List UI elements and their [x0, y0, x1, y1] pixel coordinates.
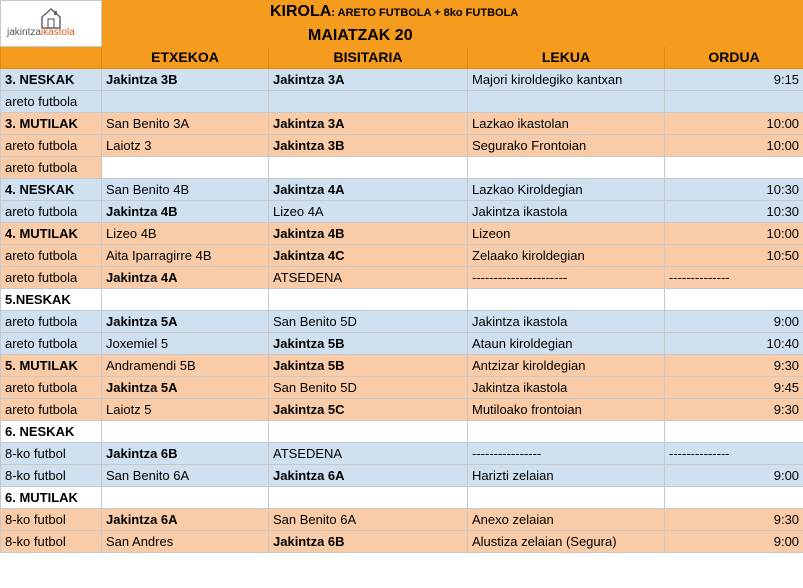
time-cell: 10:50 — [665, 245, 803, 267]
time-cell: 9:00 — [665, 465, 803, 487]
home-team-cell: Jakintza 6A — [102, 509, 269, 531]
place-cell: Majori kiroldegiko kantxan — [468, 69, 665, 91]
away-team-cell: ATSEDENA — [269, 443, 468, 465]
table-row — [1, 289, 803, 311]
place-cell — [468, 421, 665, 443]
place-cell: Lizeon — [468, 223, 665, 245]
time-cell: 9:00 — [665, 311, 803, 333]
time-cell: 10:00 — [665, 135, 803, 157]
table-row — [1, 333, 803, 355]
home-team-cell: San Benito 3A — [102, 113, 269, 135]
table-row — [1, 509, 803, 531]
category-cell: areto futbola — [1, 333, 102, 355]
home-team-cell: Jakintza 5A — [102, 377, 269, 399]
time-cell: 9:15 — [665, 69, 803, 91]
away-team-cell: Jakintza 6A — [269, 465, 468, 487]
col-head-away: BISITARIA — [269, 47, 468, 69]
away-team-cell: San Benito 5D — [269, 377, 468, 399]
away-team-cell: Jakintza 5B — [269, 333, 468, 355]
category-cell: areto futbola — [1, 377, 102, 399]
category-cell: areto futbola — [1, 135, 102, 157]
time-cell: 9:45 — [665, 377, 803, 399]
home-team-cell: San Andres — [102, 531, 269, 553]
home-team-cell: Laiotz 3 — [102, 135, 269, 157]
home-team-cell — [102, 157, 269, 179]
time-cell — [665, 157, 803, 179]
place-cell: Jakintza ikastola — [468, 311, 665, 333]
time-cell: 10:30 — [665, 201, 803, 223]
category-cell: areto futbola — [1, 245, 102, 267]
col-head-category — [1, 47, 102, 69]
category-cell: areto futbola — [1, 157, 102, 179]
away-team-cell: Jakintza 5B — [269, 355, 468, 377]
time-cell — [665, 421, 803, 443]
home-team-cell: Jakintza 4A — [102, 267, 269, 289]
home-team-cell — [102, 91, 269, 113]
place-cell: Lazkao ikastolan — [468, 113, 665, 135]
table-row — [1, 487, 803, 509]
time-cell: 10:40 — [665, 333, 803, 355]
table-row — [1, 355, 803, 377]
table-row — [1, 267, 803, 289]
away-team-cell: ATSEDENA — [269, 267, 468, 289]
place-cell — [468, 157, 665, 179]
category-cell: areto futbola — [1, 91, 102, 113]
category-cell: 8-ko futbol — [1, 531, 102, 553]
time-cell: -------------- — [665, 267, 803, 289]
away-team-cell: Lizeo 4A — [269, 201, 468, 223]
table-row — [1, 157, 803, 179]
table-row — [1, 223, 803, 245]
place-cell: Antzizar kiroldegian — [468, 355, 665, 377]
table-row — [1, 531, 803, 553]
home-team-cell: Jakintza 5A — [102, 311, 269, 333]
category-cell: 8-ko futbol — [1, 443, 102, 465]
logo — [1, 1, 102, 47]
home-team-cell: Lizeo 4B — [102, 223, 269, 245]
table-row — [1, 179, 803, 201]
home-team-cell: Aita Iparragirre 4B — [102, 245, 269, 267]
category-cell: 4. MUTILAK — [1, 223, 102, 245]
away-team-cell: Jakintza 4B — [269, 223, 468, 245]
place-cell: ---------------------- — [468, 267, 665, 289]
place-cell: Harizti zelaian — [468, 465, 665, 487]
away-team-cell: Jakintza 6B — [269, 531, 468, 553]
table-row — [1, 91, 803, 113]
category-cell: 3. MUTILAK — [1, 113, 102, 135]
category-cell: 8-ko futbol — [1, 465, 102, 487]
page-date: MAIATZAK 20 — [102, 25, 803, 47]
place-cell: Alustiza zelaian (Segura) — [468, 531, 665, 553]
category-cell: 6. MUTILAK — [1, 487, 102, 509]
table-row — [1, 399, 803, 421]
table-row — [1, 245, 803, 267]
table-row — [1, 421, 803, 443]
place-cell: Zelaako kiroldegian — [468, 245, 665, 267]
place-cell: Jakintza ikastola — [468, 201, 665, 223]
away-team-cell: San Benito 6A — [269, 509, 468, 531]
home-team-cell: Jakintza 4B — [102, 201, 269, 223]
time-cell: 10:30 — [665, 179, 803, 201]
table-row — [1, 113, 803, 135]
home-team-cell: Jakintza 3B — [102, 69, 269, 91]
category-cell: 8-ko futbol — [1, 509, 102, 531]
place-cell — [468, 91, 665, 113]
place-cell — [468, 289, 665, 311]
away-team-cell: Jakintza 3B — [269, 135, 468, 157]
table-row — [1, 311, 803, 333]
col-head-place: LEKUA — [468, 47, 665, 69]
page-title: KIROLA: ARETO FUTBOLA + 8ko FUTBOLA — [102, 1, 803, 25]
place-cell: Lazkao Kiroldegian — [468, 179, 665, 201]
table-row — [1, 135, 803, 157]
time-cell: 9:30 — [665, 399, 803, 421]
away-team-cell: Jakintza 4A — [269, 179, 468, 201]
away-team-cell — [269, 487, 468, 509]
time-cell — [665, 289, 803, 311]
place-cell: Mutiloako frontoian — [468, 399, 665, 421]
place-cell — [468, 487, 665, 509]
place-cell: Segurako Frontoian — [468, 135, 665, 157]
time-cell: 9:30 — [665, 355, 803, 377]
time-cell: 9:30 — [665, 509, 803, 531]
table-row — [1, 69, 803, 91]
place-cell: Anexo zelaian — [468, 509, 665, 531]
home-team-cell: Jakintza 6B — [102, 443, 269, 465]
place-cell: Ataun kiroldegian — [468, 333, 665, 355]
time-cell: 10:00 — [665, 223, 803, 245]
category-cell: 5. MUTILAK — [1, 355, 102, 377]
category-cell: 6. NESKAK — [1, 421, 102, 443]
away-team-cell: Jakintza 3A — [269, 69, 468, 91]
category-cell: areto futbola — [1, 267, 102, 289]
time-cell — [665, 91, 803, 113]
category-cell: areto futbola — [1, 201, 102, 223]
col-head-time: ORDUA — [665, 47, 803, 69]
away-team-cell — [269, 91, 468, 113]
away-team-cell — [269, 289, 468, 311]
table-row — [1, 443, 803, 465]
away-team-cell — [269, 157, 468, 179]
away-team-cell — [269, 421, 468, 443]
home-team-cell: Laiotz 5 — [102, 399, 269, 421]
time-cell: 10:00 — [665, 113, 803, 135]
table-row — [1, 465, 803, 487]
time-cell — [665, 487, 803, 509]
category-cell: areto futbola — [1, 311, 102, 333]
time-cell: -------------- — [665, 443, 803, 465]
away-team-cell: Jakintza 5C — [269, 399, 468, 421]
category-cell: areto futbola — [1, 399, 102, 421]
col-head-home: ETXEKOA — [102, 47, 269, 69]
category-cell: 3. NESKAK — [1, 69, 102, 91]
away-team-cell: Jakintza 4C — [269, 245, 468, 267]
home-team-cell: San Benito 4B — [102, 179, 269, 201]
home-team-cell — [102, 487, 269, 509]
category-cell: 5.NESKAK — [1, 289, 102, 311]
home-team-cell — [102, 289, 269, 311]
home-team-cell — [102, 421, 269, 443]
table-row — [1, 201, 803, 223]
table-row — [1, 377, 803, 399]
place-cell: ---------------- — [468, 443, 665, 465]
category-cell: 4. NESKAK — [1, 179, 102, 201]
time-cell: 9:00 — [665, 531, 803, 553]
away-team-cell: San Benito 5D — [269, 311, 468, 333]
place-cell: Jakintza ikastola — [468, 377, 665, 399]
away-team-cell: Jakintza 3A — [269, 113, 468, 135]
home-team-cell: Joxemiel 5 — [102, 333, 269, 355]
logo-text: jakintzaikastola — [7, 26, 75, 38]
home-team-cell: San Benito 6A — [102, 465, 269, 487]
home-team-cell: Andramendi 5B — [102, 355, 269, 377]
